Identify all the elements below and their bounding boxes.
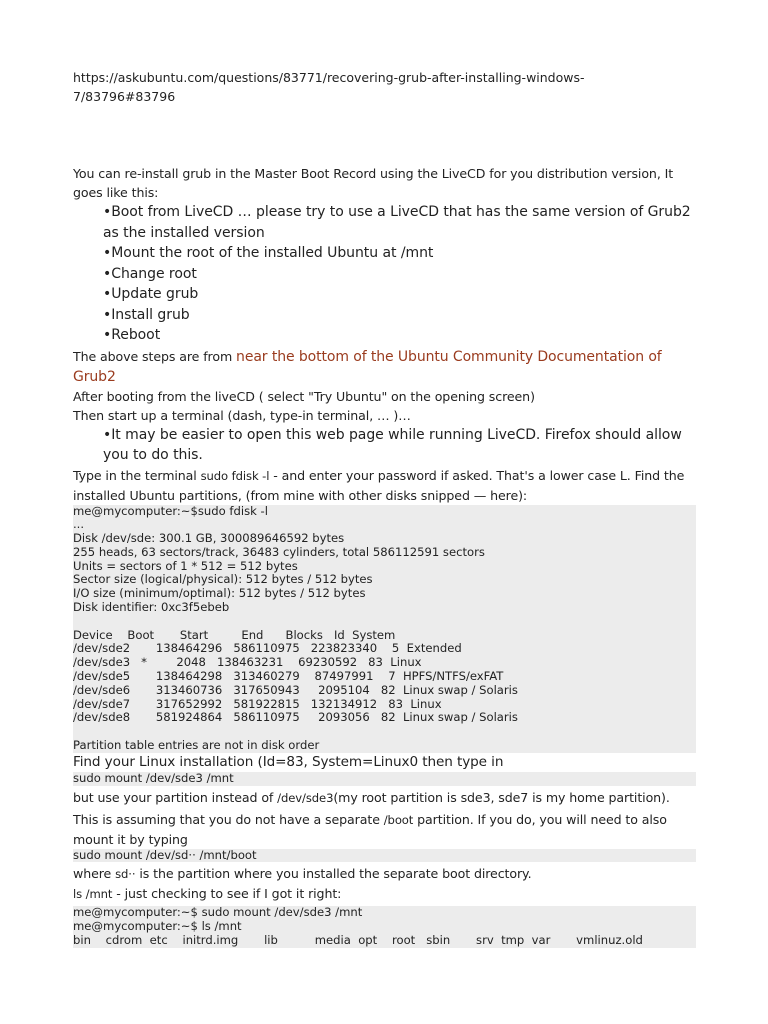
- after-boot-text: After booting from the liveCD ( select "Try Ubuntu" on the opening screen): [73, 388, 535, 404]
- mount-boot-command-block: sudo mount /dev/sd·· /mnt/boot: [73, 849, 696, 863]
- inline-code: /dev/sde3: [277, 790, 334, 805]
- step-item: •Change root: [103, 265, 197, 282]
- start-terminal-text: Then start up a terminal (dash, type-in terminal, … )…: [73, 407, 411, 423]
- step-item: •Update grub: [103, 286, 199, 302]
- grub2-docs-link[interactable]: near the bottom of the Ubuntu Community Documentation of Grub2: [73, 348, 662, 385]
- intro-paragraph: You can re-install grub in the Master Boot Record using the LiveCD for you distribution version, It goes like this:: [73, 166, 674, 200]
- inline-code: sd··: [115, 867, 136, 882]
- ls-check-text: ls /mnt - just checking to see if I got it right:: [73, 886, 342, 902]
- document-page: [73, 68, 696, 948]
- type-fdisk-text: Type in the terminal sudo fdisk -l - and enter your password if asked. That's a lower case L. Find the installed Ubuntu partitions, (from mine with other disks snipped — here):: [73, 467, 685, 503]
- inline-code: /boot: [383, 812, 414, 827]
- ls-output-block: me@mycomputer:~$ sudo mount /dev/sde3 /mnt me@mycomputer:~$ ls /mnt bin cdrom etc initrd.img lib media opt root sbin srv tmp var vmlinuz.old: [73, 906, 696, 947]
- steps-list: [73, 202, 696, 346]
- use-partition-text: but use your partition instead of /dev/sde3(my root partition is sde3, sde7 is my home partition).: [73, 789, 670, 805]
- separate-boot-text: This is assuming that you do not have a separate /boot partition. If you do, you will need to also mount it by typing: [73, 811, 667, 847]
- inline-code: sudo fdisk -l: [200, 468, 270, 483]
- step-item: •Install grub: [103, 306, 190, 323]
- mount-command-block: sudo mount /dev/sde3 /mnt: [73, 772, 696, 786]
- spacer: [73, 106, 696, 164]
- source-url-line-2[interactable]: 7/83796#83796: [73, 89, 176, 104]
- tip-item: •It may be easier to open this web page while running LiveCD. Firefox should allow you to do this.: [103, 426, 682, 463]
- fdisk-output-block: me@mycomputer:~$sudo fdisk -l ... Disk /dev/sde: 300.1 GB, 300089646592 bytes 255 heads, 63 sectors/track, 36483 cylinders, total 586112591 sectors Units = sectors of 1 * 512 = 512 bytes Sector size (logical/physical): 512 bytes / 512 bytes I/O size (minimum/optimal): 512 bytes / 512 bytes Disk identifier: 0xc3f5ebeb Device Boot Start End Blocks Id System /dev/sde2 138464296 586110975 223823340 5 Extended /dev/sde3 * 2048 138463231 69230592 83 Linux /dev/sde5 138464298 313460279 87497991 7 HPFS/NTFS/exFAT /dev/sde6 313460736 317650943 2095104 82 Linux swap / Solaris /dev/sde7 317652992 581922815 132134912 83 Linux /dev/sde8 581924864 586110975 2093056 82 Linux swap / Solaris Partition table entries are not in disk order: [73, 505, 696, 753]
- tip-list: [73, 425, 696, 466]
- step-item: •Boot from LiveCD … please try to use a LiveCD that has the same version of Grub2 as the installed version: [103, 204, 691, 241]
- find-linux-text: Find your Linux installation (Id=83, System=Linux0 then type in: [73, 753, 504, 770]
- source-url[interactable]: [73, 68, 696, 106]
- inline-code: ls /mnt: [73, 887, 113, 902]
- step-item: •Mount the root of the installed Ubuntu at /mnt: [103, 245, 434, 261]
- steps-source: The above steps are from near the bottom of the Ubuntu Community Documentation of Grub2: [73, 348, 662, 385]
- step-item: •Reboot: [103, 327, 161, 343]
- source-url-line-1[interactable]: https://askubuntu.com/questions/83771/recovering-grub-after-installing-windows-: [73, 70, 585, 85]
- where-sd-text: where sd·· is the partition where you installed the separate boot directory.: [73, 866, 532, 882]
